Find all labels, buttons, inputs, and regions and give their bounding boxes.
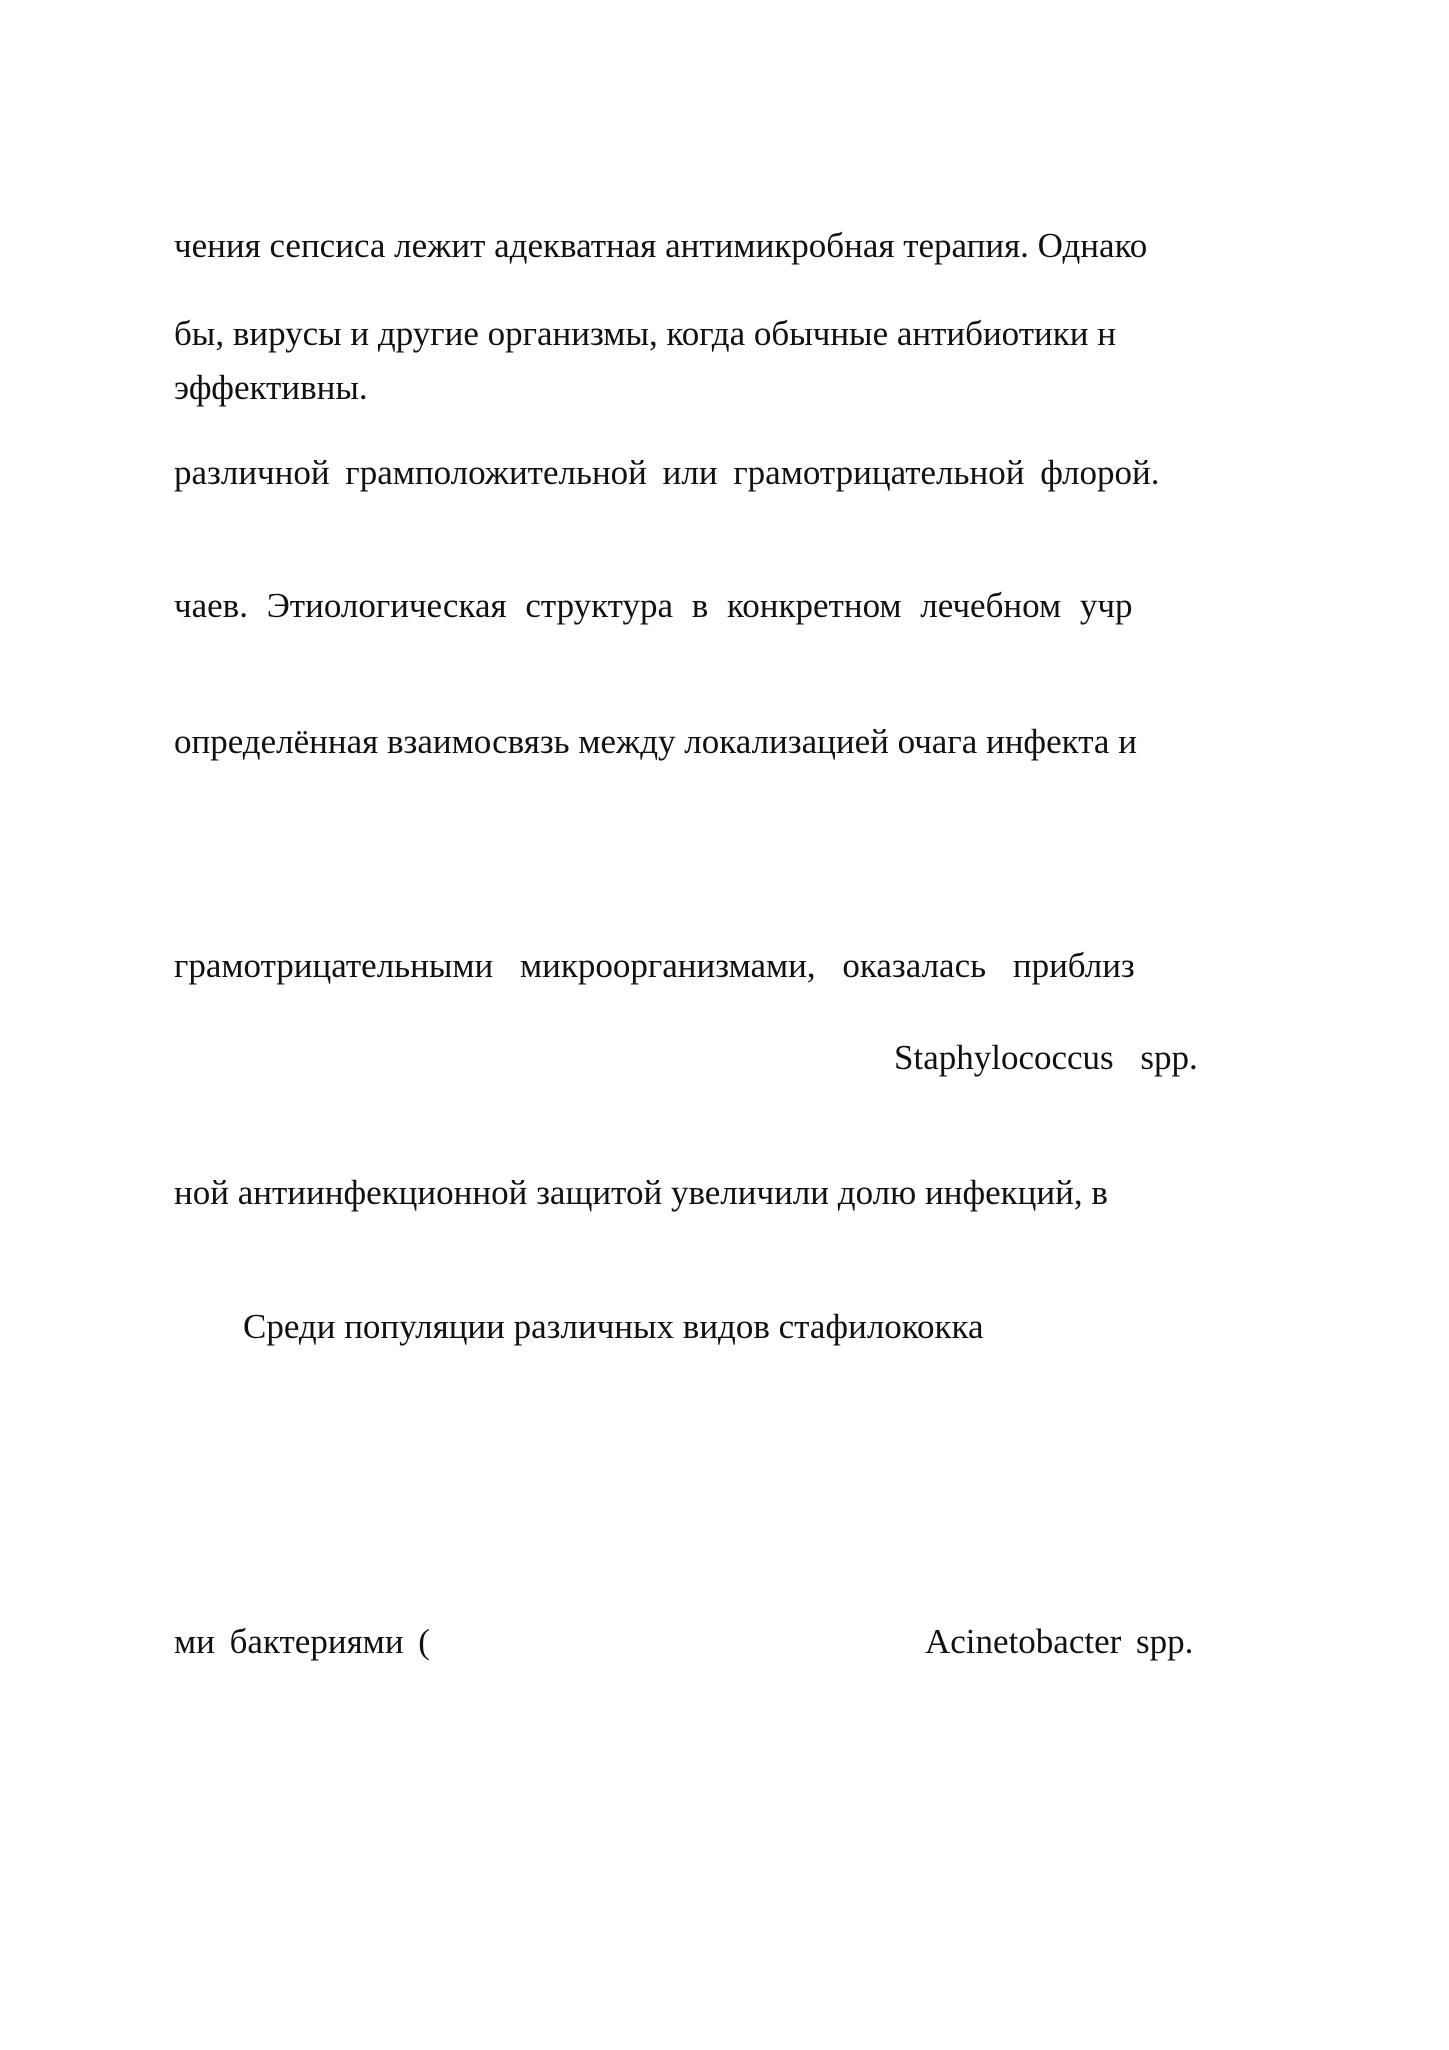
text-line-4: различной грамположительной или грамотрицательной флорой. <box>174 453 1160 492</box>
text-line-10: Среди популяции различных видов стафилококка <box>243 1307 984 1346</box>
text-line-3: эффективны. <box>174 368 368 407</box>
text-line-9: ной антиинфекционной защитой увеличили долю инфекций, в <box>174 1173 1108 1212</box>
text-line-5: чаев. Этиологическая структура в конкретном лечебном учр <box>174 586 1133 625</box>
text-line-7: грамотрицательными микроорганизмами, оказалась приблиз <box>174 946 1135 985</box>
text-line-11-start: ми бактериями ( <box>174 1622 430 1661</box>
text-line-2: бы, вирусы и другие организмы, когда обычные антибиотики н <box>174 314 1116 353</box>
text-line-11-end: Acinetobacter spp. <box>925 1622 1194 1661</box>
text-line-8: Staphylococcus spp. <box>894 1038 1198 1077</box>
text-line-6: определённая взаимосвязь между локализацией очага инфекта и <box>174 722 1137 761</box>
text-line-1: чения сепсиса лежит адекватная антимикробная терапия. Однако <box>174 226 1148 265</box>
